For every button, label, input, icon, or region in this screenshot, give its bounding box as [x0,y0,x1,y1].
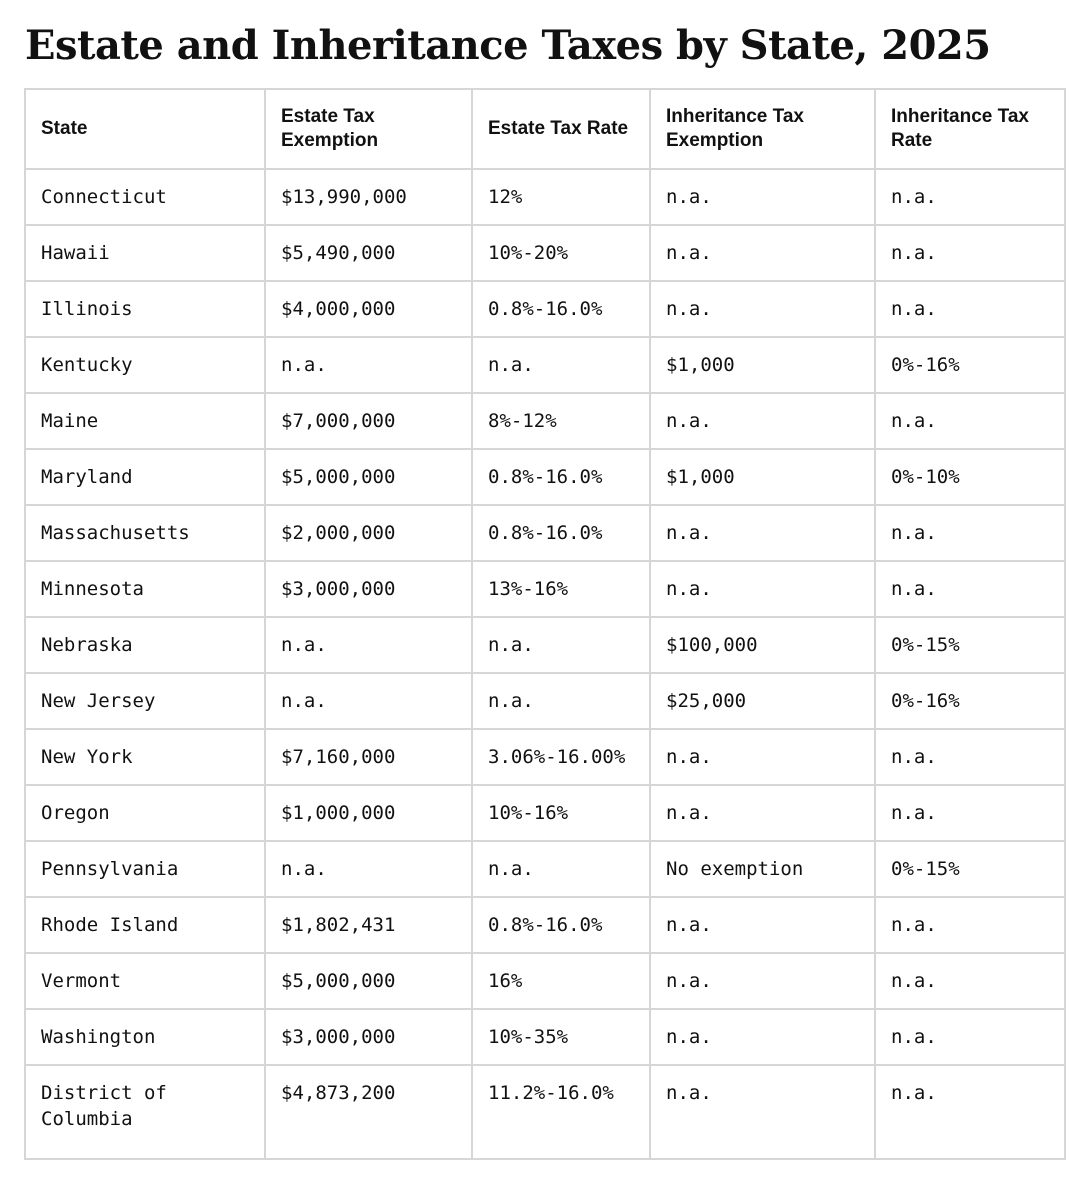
estate-exemption-cell: $7,000,000 [265,393,472,449]
inheritance-rate-cell: n.a. [875,1065,1065,1159]
state-cell: Illinois [25,281,265,337]
inheritance-exemption-cell: n.a. [650,897,875,953]
inheritance-rate-cell: n.a. [875,1009,1065,1065]
header-row [25,89,1065,169]
estate-rate-cell: 10%-20% [472,225,650,281]
table-row [25,673,1065,729]
state-cell: Vermont [25,953,265,1009]
estate-rate-cell: 0.8%-16.0% [472,281,650,337]
table-row [25,785,1065,841]
estate-exemption-cell: $1,802,431 [265,897,472,953]
inheritance-exemption-cell: $25,000 [650,673,875,729]
inheritance-rate-cell: 0%-16% [875,673,1065,729]
table-body [25,169,1065,1159]
table-row [25,169,1065,225]
estate-rate-cell: 3.06%-16.00% [472,729,650,785]
inheritance-exemption-cell: n.a. [650,393,875,449]
estate-rate-cell: 0.8%-16.0% [472,449,650,505]
state-cell: Kentucky [25,337,265,393]
estate-rate-cell: 8%-12% [472,393,650,449]
estate-exemption-cell: $4,000,000 [265,281,472,337]
estate-exemption-cell: n.a. [265,673,472,729]
estate-exemption-cell: $2,000,000 [265,505,472,561]
inheritance-exemption-cell: n.a. [650,281,875,337]
estate-rate-cell: n.a. [472,617,650,673]
inheritance-rate-cell: n.a. [875,505,1065,561]
state-cell: Oregon [25,785,265,841]
table-row [25,729,1065,785]
inheritance-exemption-cell: $100,000 [650,617,875,673]
inheritance-exemption-cell: n.a. [650,953,875,1009]
estate-exemption-cell: $4,873,200 [265,1065,472,1159]
inheritance-exemption-cell: n.a. [650,729,875,785]
estate-exemption-cell: $5,490,000 [265,225,472,281]
estate-rate-cell: 16% [472,953,650,1009]
estate-rate-cell: 13%-16% [472,561,650,617]
inheritance-rate-cell: n.a. [875,225,1065,281]
inheritance-exemption-cell: n.a. [650,1009,875,1065]
inheritance-rate-cell: 0%-15% [875,617,1065,673]
header-state: State [25,89,265,169]
inheritance-exemption-cell: n.a. [650,169,875,225]
table-row [25,393,1065,449]
inheritance-rate-cell: n.a. [875,953,1065,1009]
table-row [25,617,1065,673]
estate-exemption-cell: n.a. [265,337,472,393]
inheritance-rate-cell: n.a. [875,785,1065,841]
inheritance-rate-cell: 0%-16% [875,337,1065,393]
page-title: Estate and Inheritance Taxes by State, 2025 [25,22,991,69]
header-estate-tax-exemption: Estate Tax Exemption [265,89,472,169]
estate-rate-cell: 0.8%-16.0% [472,897,650,953]
estate-rate-cell: n.a. [472,337,650,393]
state-cell: Maine [25,393,265,449]
table-row [25,561,1065,617]
state-cell: Connecticut [25,169,265,225]
tax-table [24,88,1066,1160]
state-cell: New York [25,729,265,785]
header-estate-tax-rate: Estate Tax Rate [472,89,650,169]
estate-rate-cell: n.a. [472,673,650,729]
estate-exemption-cell: $1,000,000 [265,785,472,841]
inheritance-rate-cell: n.a. [875,393,1065,449]
inheritance-exemption-cell: $1,000 [650,449,875,505]
table-row [25,953,1065,1009]
table-row [25,1009,1065,1065]
estate-exemption-cell: $7,160,000 [265,729,472,785]
table-row [25,337,1065,393]
header-inheritance-tax-rate: Inheritance Tax Rate [875,89,1065,169]
estate-exemption-cell: n.a. [265,841,472,897]
inheritance-rate-cell: n.a. [875,281,1065,337]
table-row [25,505,1065,561]
state-cell: Nebraska [25,617,265,673]
state-cell: New Jersey [25,673,265,729]
state-cell: Rhode Island [25,897,265,953]
inheritance-rate-cell: n.a. [875,897,1065,953]
state-cell: Maryland [25,449,265,505]
table-header [25,89,1065,169]
state-cell: District of Columbia [25,1065,265,1159]
estate-exemption-cell: $3,000,000 [265,1009,472,1065]
inheritance-rate-cell: n.a. [875,561,1065,617]
inheritance-exemption-cell: n.a. [650,785,875,841]
estate-exemption-cell: n.a. [265,617,472,673]
inheritance-rate-cell: 0%-15% [875,841,1065,897]
estate-rate-cell: 10%-35% [472,1009,650,1065]
estate-rate-cell: 0.8%-16.0% [472,505,650,561]
state-cell: Hawaii [25,225,265,281]
estate-exemption-cell: $5,000,000 [265,449,472,505]
inheritance-exemption-cell: $1,000 [650,337,875,393]
inheritance-rate-cell: n.a. [875,729,1065,785]
inheritance-exemption-cell: n.a. [650,505,875,561]
inheritance-exemption-cell: n.a. [650,225,875,281]
state-cell: Minnesota [25,561,265,617]
table-row [25,281,1065,337]
inheritance-exemption-cell: No exemption [650,841,875,897]
table-row [25,449,1065,505]
estate-rate-cell: 10%-16% [472,785,650,841]
inheritance-rate-cell: 0%-10% [875,449,1065,505]
table-row [25,897,1065,953]
state-cell: Massachusetts [25,505,265,561]
estate-exemption-cell: $3,000,000 [265,561,472,617]
state-cell: Washington [25,1009,265,1065]
estate-rate-cell: 11.2%-16.0% [472,1065,650,1159]
table-row [25,225,1065,281]
estate-rate-cell: 12% [472,169,650,225]
header-inheritance-tax-exemption: Inheritance Tax Exemption [650,89,875,169]
table-row [25,841,1065,897]
state-cell: Pennsylvania [25,841,265,897]
table-row [25,1065,1065,1159]
estate-exemption-cell: $5,000,000 [265,953,472,1009]
inheritance-exemption-cell: n.a. [650,1065,875,1159]
inheritance-exemption-cell: n.a. [650,561,875,617]
estate-rate-cell: n.a. [472,841,650,897]
inheritance-rate-cell: n.a. [875,169,1065,225]
estate-exemption-cell: $13,990,000 [265,169,472,225]
